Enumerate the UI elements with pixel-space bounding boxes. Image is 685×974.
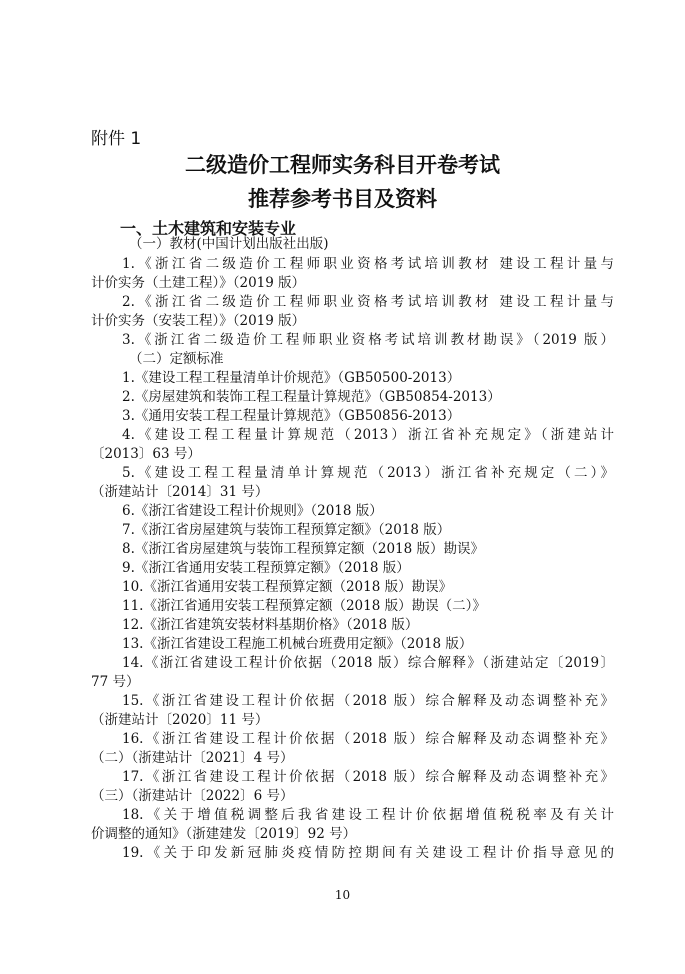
document-title-line-1: 二级造价工程师实务科目开卷考试	[185, 153, 500, 177]
list-item: 2.《房屋建筑和装饰工程工程量计算规范》（GB50854-2013）	[122, 389, 501, 405]
subsection-heading: （二）定额标准	[129, 351, 224, 367]
list-item: 1.《浙江省二级造价工程师职业资格考试培训教材 建设工程计量与	[122, 256, 614, 272]
list-item: 18.《关于增值税调整后我省建设工程计价依据增值税税率及有关计	[122, 807, 614, 823]
list-item: 3.《通用安装工程工程量计算规范》（GB50856-2013）	[122, 408, 461, 424]
list-item-continuation: 价调整的通知》（浙建建发〔2019〕92 号）	[91, 826, 357, 842]
list-item-continuation: （二）（浙建站计〔2021〕4 号）	[91, 750, 294, 766]
list-item: 16.《浙江省建设工程计价依据（2018 版）综合解释及动态调整补充》	[122, 731, 614, 747]
list-item: 1.《建设工程工程量清单计价规范》（GB50500-2013）	[122, 370, 461, 386]
list-item: 5.《建设工程工程量清单计算规范（2013）浙江省补充规定（二）》	[122, 465, 614, 481]
section-heading: 一、土木建筑和安装专业	[120, 219, 297, 238]
list-item: 11.《浙江省通用安装工程预算定额（2018 版）勘误（二）》	[122, 598, 486, 614]
subsection-heading: （一）教材(中国计划出版社出版)	[129, 236, 329, 252]
list-item: 4.《建设工程工程量计算规范（2013）浙江省补充规定》（浙建站计	[122, 427, 614, 443]
list-item-continuation: 〔2013〕63 号）	[91, 446, 201, 462]
list-item: 8.《浙江省房屋建筑与装饰工程预算定额（2018 版）勘误》	[122, 541, 485, 557]
list-item-continuation: （浙建站计〔2020〕11 号）	[91, 712, 269, 728]
list-item: 19.《关于印发新冠肺炎疫情防控期间有关建设工程计价指导意见的	[122, 845, 614, 861]
list-item: 13.《浙江省建设工程施工机械台班费用定额》（2018 版）	[122, 636, 473, 652]
page-number: 10	[334, 888, 351, 902]
list-item: 15.《浙江省建设工程计价依据（2018 版）综合解释及动态调整补充》	[122, 693, 614, 709]
list-item-continuation: 计价实务（安装工程）》（2019 版）	[91, 313, 306, 329]
list-item-continuation: 计价实务（土建工程）》（2019 版）	[91, 275, 306, 291]
list-item: 3.《浙江省二级造价工程师职业资格考试培训教材勘误》（2019 版）	[122, 332, 614, 348]
list-item: 17.《浙江省建设工程计价依据（2018 版）综合解释及动态调整补充》	[122, 769, 614, 785]
list-item-continuation: 77 号）	[91, 674, 140, 690]
attachment-label: 附件 1	[91, 129, 142, 149]
list-item-continuation: （浙建站计〔2014〕31 号）	[91, 484, 269, 500]
list-item: 9.《浙江省通用安装工程预算定额》（2018 版）	[122, 560, 410, 576]
list-item: 2.《浙江省二级造价工程师职业资格考试培训教材 建设工程计量与	[122, 294, 614, 310]
list-item: 12.《浙江省建筑安装材料基期价格》（2018 版）	[122, 617, 419, 633]
list-item: 14.《浙江省建设工程计价依据（2018 版）综合解释》（浙建站定〔2019〕	[122, 655, 614, 671]
document-title-line-2: 推荐参考书目及资料	[248, 187, 437, 211]
list-item-continuation: （三）（浙建站计〔2022〕6 号）	[91, 788, 294, 804]
list-item: 10.《浙江省通用安装工程预算定额（2018 版）勘误》	[122, 579, 453, 595]
list-item: 6.《浙江省建设工程计价规则》（2018 版）	[122, 503, 383, 519]
list-item: 7.《浙江省房屋建筑与装饰工程预算定额》（2018 版）	[122, 522, 451, 538]
